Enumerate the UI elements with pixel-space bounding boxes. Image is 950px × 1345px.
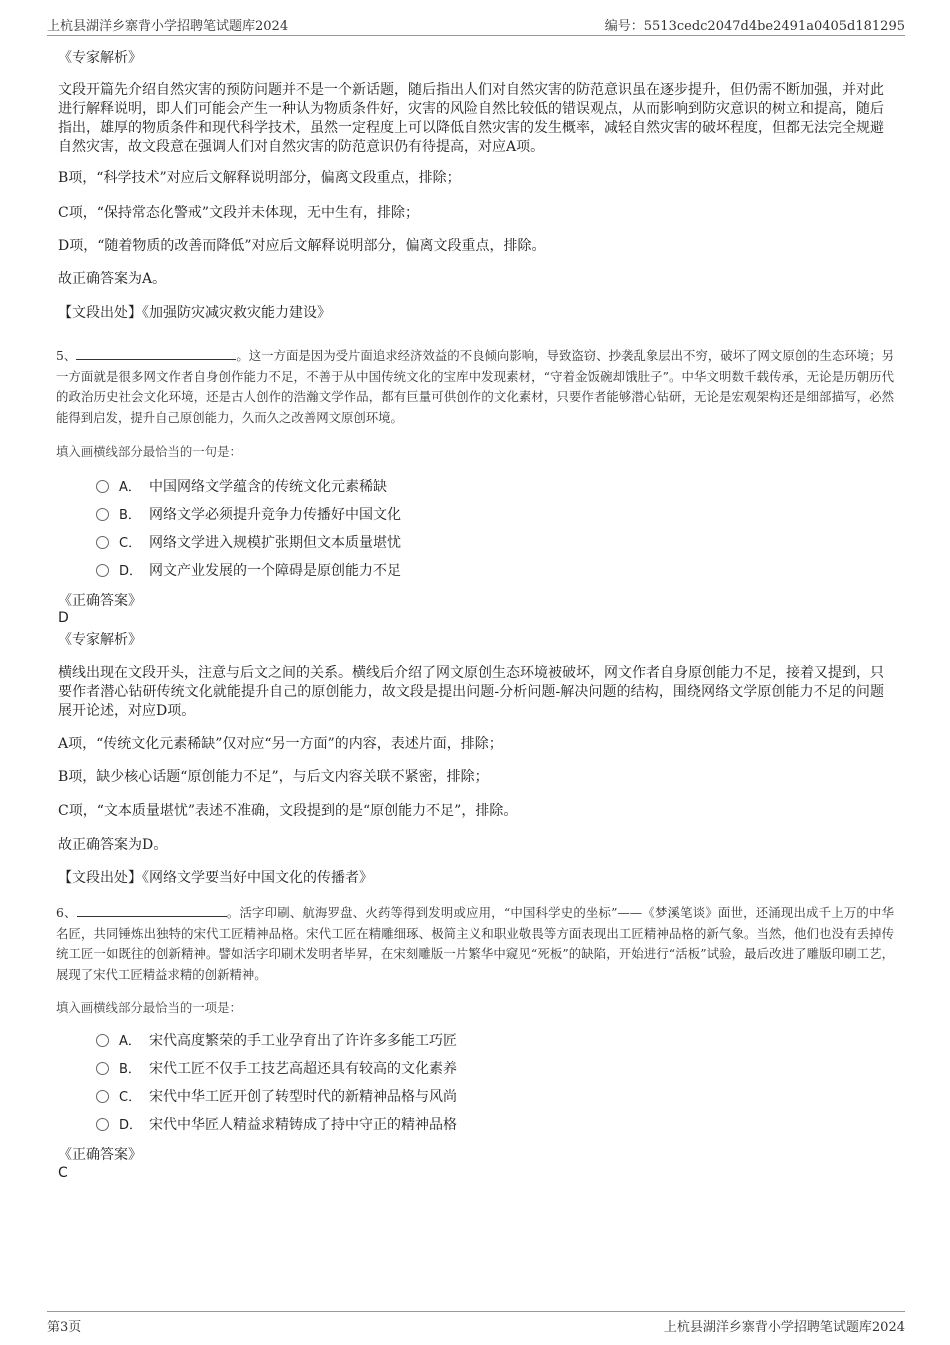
blank-line — [76, 347, 236, 360]
radio-button[interactable] — [96, 1062, 109, 1075]
question-prompt: 填入画横线部分最恰当的一项是： — [56, 1000, 242, 1015]
radio-button[interactable] — [96, 480, 109, 493]
correct-answer-title: 《正确答案》 — [58, 1147, 142, 1163]
analysis-option-d: D项，“随着物质的改善而降低”对应后文解释说明部分，偏离文段重点，排除。 — [58, 238, 546, 254]
expert-analysis-title: 《专家解析》 — [58, 632, 142, 648]
option-c[interactable]: C． 宋代中华工匠开创了转型时代的新精神品格与风尚 — [96, 1087, 457, 1107]
correct-answer: C — [58, 1165, 68, 1181]
analysis-conclusion: 故正确答案为A。 — [58, 271, 167, 287]
page-footer — [47, 1311, 905, 1334]
option-c[interactable]: C． 网络文学进入规模扩张期但文本质量堪忧 — [96, 533, 401, 553]
question-6-text — [56, 903, 894, 985]
page-number: 第3页 — [47, 1320, 82, 1335]
question-5-text — [56, 346, 894, 428]
option-d[interactable]: D． 宋代中华匠人精益求精铸成了持中守正的精神品格 — [96, 1115, 457, 1135]
analysis-option-c: C项，“保持常态化警戒”文段并未体现，无中生有，排除； — [58, 205, 420, 221]
analysis-option-c: C项，“文本质量堪忧”表述不准确，文段提到的是“原创能力不足”，排除。 — [58, 803, 518, 819]
question-prompt: 填入画横线部分最恰当的一句是： — [56, 444, 242, 459]
footer-title: 上杭县湖洋乡寨背小学招聘笔试题库2024 — [663, 1320, 905, 1335]
radio-button[interactable] — [96, 1118, 109, 1131]
analysis-text: 文段开篇先介绍自然灾害的预防问题并不是一个新话题，随后指出人们对自然灾害的防范意识虽在逐步提升，但仍需不断加强，并对此进行解释说明，即人们可能会产生一种认为物质条件好，灾害的风险自然比较低的错误观点，从而影响到防灾意识的树立和提高，随后指出，雄厚的物质条件和现代科学技术，虽然一定程度上可以降低自然灾害的发生概率，减轻自然灾害的破坏程度，但都无法完全规避自然灾害，故文段意在强调人们对自然灾害的防范意识仍有待提高，对应A项。 — [58, 82, 884, 155]
radio-button[interactable] — [96, 564, 109, 577]
expert-analysis-title: 《专家解析》 — [58, 50, 142, 66]
radio-button[interactable] — [96, 536, 109, 549]
correct-answer: D — [58, 610, 69, 626]
option-b[interactable]: B． 宋代工匠不仅手工技艺高超还具有较高的文化素养 — [96, 1059, 457, 1079]
option-a[interactable]: A． 宋代高度繁荣的手工业孕育出了许许多多能工巧匠 — [96, 1031, 457, 1051]
analysis-option-a: A项，“传统文化元素稀缺”仅对应“另一方面”的内容，表述片面，排除； — [58, 736, 503, 752]
question-number: 6、 — [56, 905, 77, 920]
analysis-text: 横线出现在文段开头，注意与后文之间的关系。横线后介绍了网文原创生态环境被破坏，网文作者自身原创能力不足，接着又提到，只要作者潜心钻研传统文化就能提升自己的原创能力，故文段是提出问题-分析问题-解决问题的结构，围绕网络文学原创能力不足的问题展开论述，对应D项。 — [58, 665, 884, 719]
page-header — [47, 13, 905, 36]
option-b[interactable]: B． 网络文学必须提升竞争力传播好中国文化 — [96, 505, 401, 525]
passage-source: 【文段出处】《加强防灾减灾救灾能力建设》 — [58, 305, 331, 321]
correct-answer-title: 《正确答案》 — [58, 593, 142, 609]
radio-button[interactable] — [96, 508, 109, 521]
header-doc-id: 编号：5513cedc2047d4be2491a0405d181295 — [604, 19, 905, 34]
radio-button[interactable] — [96, 1034, 109, 1047]
radio-button[interactable] — [96, 1090, 109, 1103]
question-body: 。活字印刷、航海罗盘、火药等得到发明或应用，“中国科学史的坐标”——《梦溪笔谈》面世，还涌现出成千上万的中华名匠，共同锤炼出独特的宋代工匠精神品格。宋代工匠在精雕细琢、极简主义和职业敬畏等方面表现出工匠精神品格的新气象。当然，他们也没有丢掉传统工匠一如既往的创新精神。譬如活字印刷术发明者毕昇，在宋刻雕版一片繁华中窥见“死板”的缺陷，开始进行“活板”试验，最后改进了雕版印刷工艺，展现了宋代工匠精益求精的创新精神。 — [56, 905, 894, 982]
analysis-option-b: B项，缺少核心话题“原创能力不足”，与后文内容关联不紧密，排除； — [58, 769, 489, 785]
option-a[interactable]: A． 中国网络文学蕴含的传统文化元素稀缺 — [96, 477, 387, 497]
analysis-option-b: B项，“科学技术”对应后文解释说明部分，偏离文段重点，排除； — [58, 170, 461, 186]
question-number: 5、 — [56, 348, 77, 363]
passage-source: 【文段出处】《网络文学要当好中国文化的传播者》 — [58, 870, 373, 886]
question-body: 。这一方面是因为受片面追求经济效益的不良倾向影响，导致盗窃、抄袭乱象层出不穷，破坏了网文原创的生态环境；另一方面就是很多网文作者自身创作能力不足，不善于从中国传统文化的宝库中发现素材，“守着金饭碗却饿肚子”。中华文明数千载传承，无论是历朝历代的政治历史社会文化环境，还是古人创作的浩瀚文学作品，都有巨量可供创作的文化素材，只要作者能够潜心钻研，无论是宏观架构还是细部描写，必然能得到启发，提升自己原创能力，久而久之改善网文原创环境。 — [56, 348, 894, 425]
analysis-conclusion: 故正确答案为D。 — [58, 837, 168, 853]
option-d[interactable]: D． 网文产业发展的一个障碍是原创能力不足 — [96, 561, 401, 581]
blank-line — [77, 904, 227, 917]
header-title: 上杭县湖洋乡寨背小学招聘笔试题库2024 — [47, 19, 289, 34]
